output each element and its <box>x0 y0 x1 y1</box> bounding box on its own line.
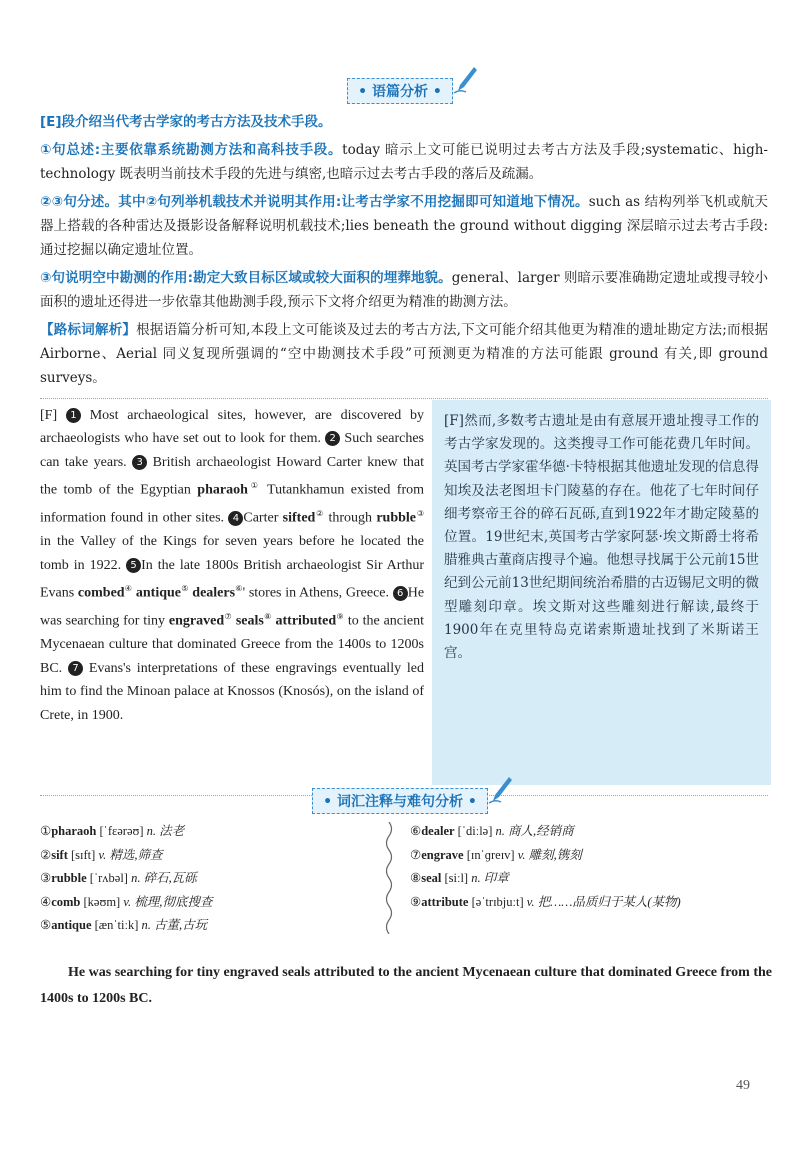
vocab-word-rubble: rubble <box>376 510 417 526</box>
sentence-number-4: 4 <box>228 511 243 526</box>
vocab-definition: n. 印章 <box>471 871 509 885</box>
vocab-item <box>40 914 380 938</box>
vocab-word-antique: antique <box>135 585 181 601</box>
vocab-word: comb <box>51 894 81 909</box>
vocab-word: seal <box>421 871 442 885</box>
vocab-list-right <box>410 820 770 914</box>
vocab-number: ④ <box>40 894 52 909</box>
analysis-p3 <box>40 190 768 262</box>
chain-divider-icon <box>382 822 396 934</box>
vocab-item <box>40 844 380 868</box>
sentence-6b: to the ancient Mycenaean culture that dominated Greece from the 1400s to 1200s BC. <box>40 613 424 676</box>
analysis-p3-highlight: ②③句分述。其中②句列举机载技术并说明其作用:让考古学家不用挖掘即可知道地下情况。 <box>40 194 589 210</box>
vocab-phonetic: [ɪnˈɡreɪv] <box>466 847 515 862</box>
vocab-phonetic: [siːl] <box>444 871 469 885</box>
difficult-sentence: He was searching for tiny engraved seals attributed to the ancient Mycenaean culture that dominated Greece from the 1400s to 1200s BC. <box>40 965 772 1006</box>
sentence-number-6: 6 <box>393 586 408 601</box>
sentence-2: Such searches can take years. <box>40 431 425 470</box>
sentence-6a: He was searching for tiny <box>40 585 425 629</box>
vocab-list-left <box>40 820 380 938</box>
divider-top <box>40 398 768 399</box>
vocab-definition: v. 精选,筛查 <box>98 847 163 862</box>
signpost-label: 【路标词解析】 <box>40 322 137 338</box>
section-title-vocab <box>0 788 800 814</box>
section-title-box <box>312 788 488 814</box>
analysis-p4 <box>40 266 768 314</box>
vocab-word: rubble <box>51 871 87 885</box>
sentence-1: Most archaeological sites, however, are discovered by archaeologists who have set out to look for them. <box>40 408 425 447</box>
sentence-number-3: 3 <box>132 455 147 470</box>
sentence-4c: in the Valley of the Kings for seven years before he located the tomb in 1922. <box>40 534 424 573</box>
vocab-number: ③ <box>40 871 52 885</box>
vocab-phonetic: [sɪft] <box>71 847 96 862</box>
vocab-word: dealer <box>421 824 455 838</box>
analysis-p2 <box>40 138 768 186</box>
vocab-item <box>410 820 770 844</box>
vocab-phonetic: [ˈrʌbəl] <box>89 871 128 885</box>
vocab-item <box>40 820 380 844</box>
vocab-item <box>40 867 380 891</box>
sentence-5a: In the late 1800s British archaeologist Sir Arthur Evans <box>40 557 425 601</box>
footnote-8: ⑧ <box>263 612 272 622</box>
sentence-3b: Tutankhamun existed from information found in other sites. <box>40 482 425 526</box>
sentence-4a: Carter <box>243 510 279 526</box>
vocab-word: engrave <box>421 847 464 862</box>
pen-icon <box>452 65 478 95</box>
vocab-definition: v. 雕刻,镌刻 <box>517 847 582 862</box>
vocab-definition: n. 碎石,瓦砾 <box>131 871 197 885</box>
vocab-word: antique <box>51 918 92 932</box>
vocab-word: attribute <box>421 894 469 909</box>
analysis-p5-text: 根据语篇分析可知,本段上文可能谈及过去的考古方法,下文可能介绍其他更为精准的遗址勘定方法;而根据 Airborne、Aerial 同义复现所强调的“空中勘测技术手段”可预测更为精准的方法可能跟 ground 有关,即 ground surveys。 <box>40 322 768 386</box>
vocab-word-seals: seals <box>235 613 264 629</box>
page-number: 49 <box>736 1078 750 1093</box>
translation-text: [F]然而,多数考古遗址是由有意展开遗址搜寻工作的考古学家发现的。这类搜寻工作可能花费几年时间。英国考古学家霍华德·卡特根据其他遗址发现的信息得知埃及法老图坦卡门陵墓的存在。他花了七年时间仔细考察帝王谷的碎石瓦砾,直到1922年才勘定陵墓的位置。19世纪末,英国考古学家阿瑟·埃文斯爵士将希腊雅典古董商店搜寻个遍。他想寻找属于公元前15世纪到公元前13世纪期间统治希腊的古迈锡尼文明的微型雕刻印章。埃文斯对这些雕刻进行解读,最终于1900年在克里特岛克诺索斯遗址找到了米斯诺王宫。 <box>444 413 759 662</box>
vocab-word: pharaoh <box>51 824 97 838</box>
analysis-p3-text: such as 结构列举飞机或航天器上搭载的各种雷达及摄影设备解释说明机载技术;lies beneath the ground without digging 深层暗示过去考古手段:通过挖掘以确定遗址位置。 <box>40 194 768 258</box>
vocab-phonetic: [ˈdiːlə] <box>457 824 493 838</box>
vocab-definition: v. 梳理,彻底搜查 <box>123 894 213 909</box>
vocab-definition: n. 商人,经销商 <box>495 824 574 838</box>
analysis-block <box>40 110 768 394</box>
vocab-number: ⑧ <box>410 871 422 885</box>
vocab-number: ① <box>40 824 52 838</box>
analysis-p5 <box>40 318 768 390</box>
vocab-item <box>410 867 770 891</box>
vocab-definition: v. 把……品质归于某人(某物) <box>526 894 681 909</box>
footnote-4: ④ <box>124 584 133 594</box>
vocab-number: ⑦ <box>410 847 422 862</box>
vocab-phonetic: [ˈfɛərəʊ] <box>99 824 144 838</box>
analysis-p4-highlight: ③句说明空中勘测的作用:勘定大致目标区域或较大面积的埋葬地貌。 <box>40 270 452 286</box>
section-title-text: • 词汇注释与难句分析 • <box>323 794 477 810</box>
sentence-number-2: 2 <box>325 431 340 446</box>
analysis-p4-text: general、larger 则暗示要准确勘定遗址或搜寻较小面积的遗址还得进一步依靠其他勘测手段,预示下文将介绍更为精准的勘测方法。 <box>40 270 768 310</box>
footnote-6: ⑥ <box>235 584 243 594</box>
pen-icon <box>487 775 513 805</box>
vocab-word-combed: combed <box>77 585 125 601</box>
analysis-p2-text: today 暗示上文可能已说明过去考古方法及手段;systematic、high-technology 既表明当前技术手段的先进与缜密,也暗示过去考古手段的落后及疏漏。 <box>40 142 768 182</box>
paragraph-label: [F] <box>40 408 58 423</box>
vocab-definition: n. 古董,古玩 <box>141 918 208 932</box>
vocab-definition: n. 法老 <box>146 824 185 838</box>
footnote-3: ③ <box>416 509 424 519</box>
analysis-p2-highlight: ①句总述:主要依靠系统勘测方法和高科技手段。 <box>40 142 343 158</box>
vocab-phonetic: [kəʊm] <box>83 894 121 909</box>
vocab-word-attributed: attributed <box>275 613 337 629</box>
sentence-3a: British archaeologist Howard Carter knew that the tomb of the Egyptian <box>40 454 424 498</box>
vocab-word: sift <box>51 847 68 862</box>
sentence-4b: through <box>328 510 373 526</box>
section-title-text: • 语篇分析 • <box>358 84 442 100</box>
vocab-item <box>40 891 380 915</box>
vocab-word-pharaoh: pharaoh <box>197 482 248 498</box>
footnote-1: ① <box>247 481 261 491</box>
vocab-word-sifted: sifted <box>282 510 316 526</box>
footnote-9: ⑨ <box>336 612 345 622</box>
vocab-word-engraved: engraved <box>168 613 225 629</box>
passage-f <box>40 404 424 727</box>
vocab-number: ⑤ <box>40 918 52 932</box>
sentence-number-1: 1 <box>66 408 81 423</box>
footnote-5: ⑤ <box>181 584 189 594</box>
vocab-phonetic: [ænˈtiːk] <box>94 918 139 932</box>
translation-box <box>432 400 771 785</box>
sentence-7: Evans's interpretations of these engravings eventually led him to find the Minoan palace at Knossos (Knosós), on the island of Crete, in 1900. <box>40 660 424 723</box>
vocab-item <box>410 891 770 915</box>
vocab-phonetic: [əˈtrɪbjuːt] <box>471 894 524 909</box>
sentence-5b: ' stores in Athens, Greece. <box>242 585 390 601</box>
footnote-2: ② <box>315 509 325 519</box>
vocab-word-dealers: dealers <box>192 585 236 601</box>
section-title-box <box>347 78 453 104</box>
vocab-item <box>410 844 770 868</box>
vocab-number: ② <box>40 847 52 862</box>
section-title-analysis <box>0 78 800 104</box>
analysis-p1 <box>40 110 768 134</box>
sentence-number-7: 7 <box>68 661 83 676</box>
vocab-number: ⑥ <box>410 824 422 838</box>
analysis-p1-text: [E]段介绍当代考古学家的考古方法及技术手段。 <box>40 114 332 130</box>
footnote-7: ⑦ <box>224 612 232 622</box>
vocab-number: ⑨ <box>410 894 422 909</box>
sentence-number-5: 5 <box>126 558 141 573</box>
